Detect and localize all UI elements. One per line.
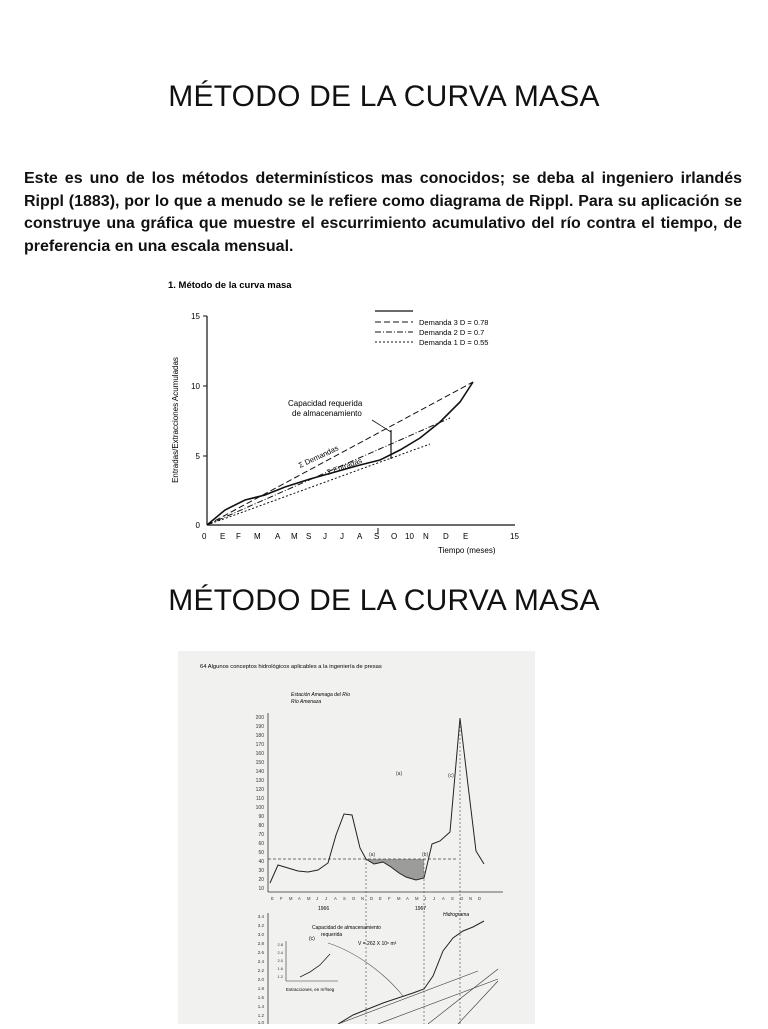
svg-text:3.4: 3.4 — [257, 914, 264, 919]
svg-text:J: J — [433, 896, 436, 901]
svg-text:Extracciones, en m³/seg: Extracciones, en m³/seg — [286, 987, 335, 992]
svg-text:200: 200 — [255, 715, 264, 721]
svg-text:J: J — [340, 532, 344, 541]
slide-title: MÉTODO DE LA CURVA MASA — [168, 80, 600, 113]
svg-text:10: 10 — [405, 532, 414, 541]
svg-text:E: E — [463, 532, 469, 541]
svg-text:F: F — [388, 896, 391, 901]
svg-text:M: M — [397, 896, 401, 901]
svg-text:140: 140 — [255, 769, 264, 775]
svg-text:2.2: 2.2 — [257, 968, 264, 973]
svg-text:(a): (a) — [396, 771, 403, 777]
svg-text:S: S — [374, 532, 380, 541]
svg-text:170: 170 — [255, 742, 264, 748]
svg-text:40: 40 — [258, 859, 264, 865]
svg-text:60: 60 — [258, 841, 264, 847]
svg-text:50: 50 — [258, 850, 264, 856]
svg-text:A: A — [406, 896, 409, 901]
svg-text:J: J — [325, 896, 328, 901]
scan-page — [178, 651, 535, 1024]
svg-text:S: S — [451, 896, 454, 901]
demandas-label: Σ Demandas — [297, 443, 340, 470]
svg-text:3.2: 3.2 — [257, 923, 264, 928]
annotation-text: Capacidad requerida — [288, 399, 363, 408]
svg-text:J: J — [323, 532, 327, 541]
svg-text:E: E — [220, 532, 226, 541]
svg-text:1.4: 1.4 — [257, 1004, 264, 1009]
svg-text:2.8: 2.8 — [277, 942, 283, 947]
svg-text:(b): (b) — [422, 852, 429, 858]
svg-text:1.6: 1.6 — [257, 995, 264, 1000]
svg-text:F: F — [280, 896, 283, 901]
svg-text:E: E — [271, 896, 274, 901]
svg-text:1.6: 1.6 — [277, 966, 283, 971]
legend-label: Demanda 2 D = 0.7 — [419, 328, 485, 337]
svg-text:F: F — [236, 532, 241, 541]
svg-text:2.4: 2.4 — [277, 950, 283, 955]
svg-text:1.2: 1.2 — [257, 1013, 264, 1018]
capacity-label: Capacidad de almacenamiento — [312, 925, 381, 931]
svg-text:10: 10 — [258, 886, 264, 892]
svg-text:O: O — [460, 896, 464, 901]
svg-text:A: A — [334, 896, 337, 901]
svg-text:M: M — [415, 896, 419, 901]
legend — [375, 311, 488, 347]
y-axis-label: Entradas/Extracciones Acumuladas — [171, 357, 180, 483]
svg-text:150: 150 — [255, 760, 264, 766]
svg-text:E: E — [379, 896, 382, 901]
y-ticks — [191, 312, 207, 530]
svg-text:2.0: 2.0 — [277, 958, 283, 963]
svg-text:3.0: 3.0 — [257, 932, 264, 937]
svg-text:180: 180 — [255, 733, 264, 739]
svg-text:160: 160 — [255, 751, 264, 757]
svg-text:J: J — [424, 896, 427, 901]
figure-heading: 1. Método de la curva masa — [168, 280, 292, 291]
svg-text:A: A — [275, 532, 281, 541]
svg-text:M: M — [291, 532, 298, 541]
svg-text:2.6: 2.6 — [257, 950, 264, 955]
svg-text:A: A — [298, 896, 301, 901]
svg-text:(c): (c) — [448, 773, 454, 779]
annotation-text: de almacenamiento — [292, 409, 362, 418]
scanned-hydrograph-figure — [178, 651, 535, 1024]
entradas-label: Σ Entradas — [325, 455, 364, 477]
year-label: 1966 — [318, 906, 330, 912]
x-axis-label: Tiempo (meses) — [438, 546, 496, 555]
svg-text:2.4: 2.4 — [257, 959, 264, 964]
station-label: Río Amenaza — [291, 699, 322, 705]
svg-text:M: M — [289, 896, 293, 901]
station-label: Estación Amenaga del Río — [291, 692, 351, 698]
slide-title-2: MÉTODO DE LA CURVA MASA — [168, 584, 600, 617]
svg-text:O: O — [391, 532, 398, 541]
y-tick-label: 10 — [191, 382, 200, 391]
svg-text:(c): (c) — [309, 936, 315, 942]
capacity-label: requerida — [321, 932, 343, 938]
svg-text:20: 20 — [258, 877, 264, 883]
svg-text:M: M — [254, 532, 261, 541]
svg-text:S: S — [343, 896, 346, 901]
svg-text:30: 30 — [258, 868, 264, 874]
intro-paragraph: Este es uno de los métodos determinísticos mas conocidos; se deba al ingeniero irlandés Rippl (1883), por lo que a menudo se le refiere como diagrama de Rippl. Para su aplicación se construye una gráfica que muestre el escurrimiento acumulativo del río contra el tiempo, de preferencia en una escala mensual. — [24, 170, 742, 255]
legend-label: Demanda 3 D = 0.78 — [419, 318, 489, 327]
svg-text:2.8: 2.8 — [257, 941, 264, 946]
annotation-leader — [372, 420, 391, 432]
x-ticks — [202, 532, 519, 541]
y-tick-label: 5 — [195, 452, 200, 461]
svg-text:1.8: 1.8 — [257, 986, 264, 991]
svg-text:N: N — [361, 896, 365, 901]
svg-text:2.0: 2.0 — [257, 977, 264, 982]
svg-text:1.0: 1.0 — [257, 1020, 264, 1024]
y-tick-label: 0 — [195, 521, 200, 530]
svg-text:15: 15 — [510, 532, 519, 541]
svg-text:A: A — [442, 896, 445, 901]
svg-text:(a): (a) — [369, 852, 376, 858]
svg-text:O: O — [352, 896, 356, 901]
svg-text:0: 0 — [202, 532, 207, 541]
svg-text:90: 90 — [258, 814, 264, 820]
svg-text:S: S — [306, 532, 312, 541]
svg-text:1.2: 1.2 — [277, 974, 283, 979]
page-header: 64 Algunos conceptos hidrológicos aplicables a la ingeniería de presas — [200, 664, 382, 670]
svg-text:120: 120 — [255, 787, 264, 793]
svg-text:A: A — [357, 532, 363, 541]
svg-text:D: D — [370, 896, 374, 901]
svg-text:100: 100 — [255, 805, 264, 811]
svg-text:70: 70 — [258, 832, 264, 838]
svg-text:190: 190 — [255, 724, 264, 730]
svg-text:130: 130 — [255, 778, 264, 784]
hidrograma-label: Hidrograma — [443, 912, 470, 918]
legend-label: Demanda 1 D = 0.55 — [419, 338, 489, 347]
svg-text:D: D — [478, 896, 482, 901]
svg-text:M: M — [307, 896, 311, 901]
year-label: 1967 — [415, 906, 427, 912]
capacity-formula: V = 262 X 10⁶ m³ — [358, 941, 397, 947]
svg-text:N: N — [469, 896, 473, 901]
svg-text:110: 110 — [256, 796, 264, 802]
svg-text:J: J — [316, 896, 319, 901]
svg-text:80: 80 — [258, 823, 264, 829]
mass-curve-figure — [160, 272, 530, 562]
svg-text:N: N — [423, 532, 429, 541]
y-tick-label: 15 — [191, 312, 200, 321]
svg-text:D: D — [443, 532, 449, 541]
